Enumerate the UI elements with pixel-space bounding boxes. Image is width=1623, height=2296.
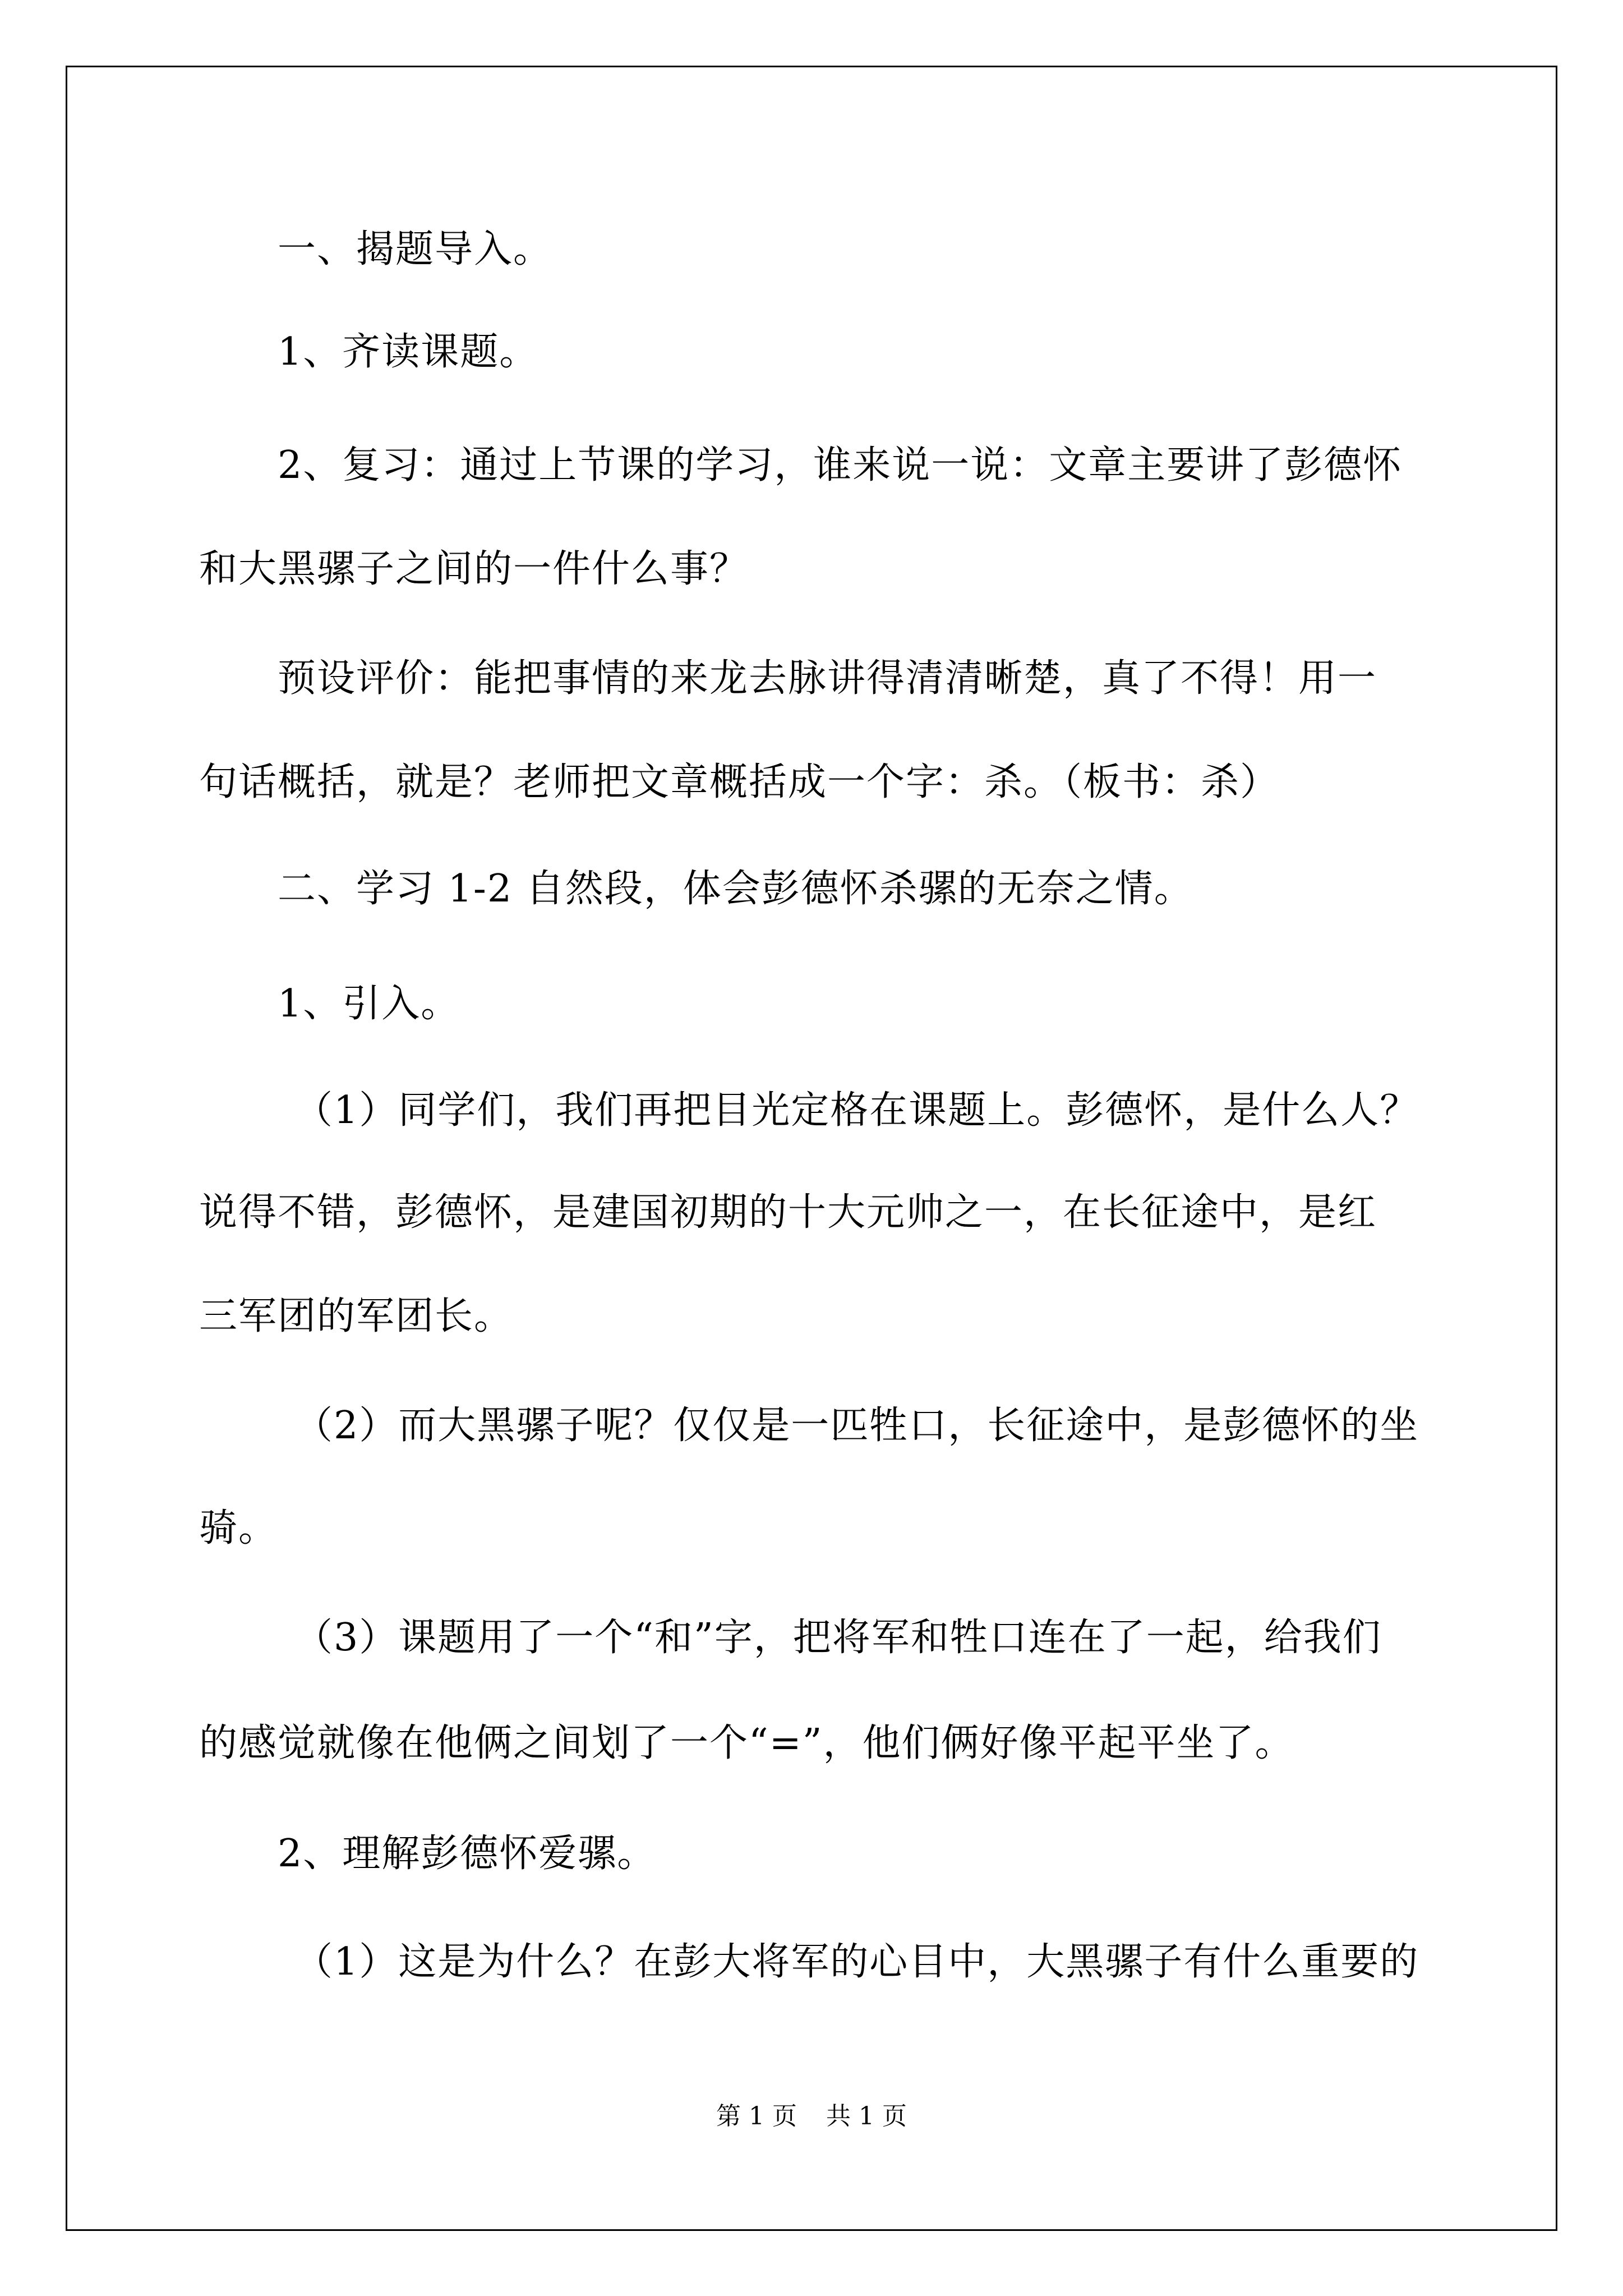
text-line: 的感觉就像在他俩之间划了一个“=”，他们俩好像平起平坐了。: [199, 1721, 1294, 1765]
text-line: 句话概括，就是？老师把文章概括成一个字：杀。（板书：杀）: [199, 760, 1280, 804]
page-count: 共 1 页: [826, 2102, 907, 2131]
text-line: 1、引入。: [278, 982, 460, 1026]
text-line: 三军团的军团长。: [199, 1294, 514, 1338]
page-number: 第 1 页: [716, 2102, 797, 2131]
text-line: （1）同学们，我们再把目光定格在课题上。彭德怀，是什么人？: [294, 1088, 1419, 1133]
text-line: （3）课题用了一个“和”字，把将军和牲口连在了一起，给我们: [294, 1616, 1382, 1660]
text-line: （2）而大黑骡子呢？仅仅是一匹牲口，长征途中，是彭德怀的坐: [294, 1404, 1419, 1448]
page-border: [66, 66, 1557, 2231]
page-footer: [0, 2102, 1623, 2131]
text-line: 骑。: [199, 1506, 278, 1550]
text-line: 2、理解彭德怀爱骡。: [278, 1832, 657, 1876]
text-line: （1）这是为什么？在彭大将军的心目中，大黑骡子有什么重要的: [294, 1940, 1419, 1984]
text-line: 预设评价：能把事情的来龙去脉讲得清清晰楚，真了不得！用一: [278, 656, 1377, 701]
text-line: 2、复习：通过上节课的学习，谁来说一说：文章主要讲了彭德怀: [278, 443, 1403, 487]
text-line: 一、揭题导入。: [278, 227, 553, 272]
text-line: 和大黑骡子之间的一件什么事？: [199, 547, 749, 591]
text-line: 二、学习 1-2 自然段，体会彭德怀杀骡的无奈之情。: [278, 867, 1193, 911]
text-line: 说得不错，彭德怀，是建国初期的十大元帅之一，在长征途中，是红: [199, 1190, 1377, 1235]
text-line: 1、齐读课题。: [278, 330, 539, 374]
